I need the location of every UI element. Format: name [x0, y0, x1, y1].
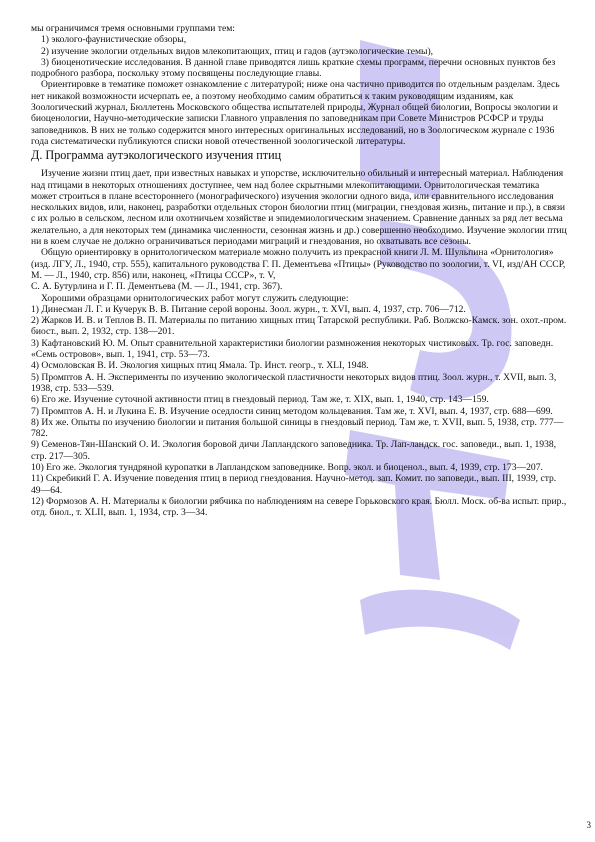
- reference-item: 11) Скребикий Г. А. Изучение поведения птиц в период гнездования. Научно-метод. зап. Комит. по заповеди., вып. III, 1939, стр. 49—64.: [31, 473, 557, 496]
- page-number: 3: [586, 820, 591, 830]
- reference-item: 4) Осмоловская В. И. Экология хищных птиц Ямала. Тр. Инст. геогр., т. XLI, 1948.: [31, 360, 369, 372]
- section-title: Д. Программа аутэкологического изучения птиц: [31, 148, 282, 163]
- references-lead: Хорошими образцами орнитологических работ могут служить следующие:: [41, 292, 349, 304]
- document-page: [31, 23, 567, 518]
- reference-item: 8) Их же. Опыты по изучению биологии и питания большой синицы в гнездовый период. Там же, т. XVII, вып. 5, 1938, стр. 777— 782.: [31, 416, 564, 440]
- reference-item: 5) Промптов А. Н. Эксперименты по изучению экологической пластичности некоторых видов птиц. Зоол. журн., т. XVII, вып. 3, 1938, стр. 533—539.: [31, 371, 557, 394]
- reference-item: 10) Его же. Экология тундряной куропатки в Лапландском заповеднике. Вопр. экол. и биоценол., вып. 4, 1939, стр. 173—207.: [31, 461, 543, 473]
- section-paragraph: Общую ориентировку в орнитологическом материале можно получить из прекрасной книги Л. М. Шульпина «Орнитология» (изд. ЛГУ, Л., 1940, стр. 555), капитального руководства Г. П. Дементьева «Птицы» (Руководство по зоологии, т. VI, изд/АН СССР, М. — Л., 1940, стр. 856) или, наконец, «Птицы СССР», т. V,: [31, 247, 566, 281]
- reference-item: 2) Жарков И. В. и Теплов В. П. Материалы по питанию хищных птиц Татарской республики. Раб. Волжско-Камск. зон. охот.-пром. биост., вып. 2, 1932, стр. 138—201.: [31, 315, 567, 338]
- intro-item: 1) эколого-фаунистические обзоры,: [41, 34, 187, 46]
- reference-item: 3) Кафтановский Ю. М. Опыт сравнительной характеристики биологии размножения некоторых чистиковых. Тр. гос. заповедн. «Семь островов», вып. 1, 1941, стр. 53—73.: [31, 337, 554, 361]
- intro-lead: мы ограничимся тремя основными группами тем:: [31, 23, 235, 34]
- section-paragraph: Изучение жизни птиц дает, при известных навыках и упорстве, исключительно обильный и интересный материал. Наблюдения над птицами в некоторых отношениях доступнее, чем над более скрытными млекопитающими. Орнитологическая тематика может строиться в плане всестороннего (монографического) изучения экологии одного вида, или сравнительного исследования нескольких видов, или, наконец, разработки отдельных сторон биологии птиц (миграции, гнездовая жизнь, питание и пр.), в связи с их ролью в сельском, лесном или охотничьем хозяйстве и эпидемиологическим значением. Сравнение данных за ряд лет весьма желательно, а для некоторых тем (динамика численности, сезонная жизнь и др.) совершенно необходимо. Изучение экологии птиц ни в коем случае не должно ограничиваться периодами миграций и гнездования, но охватывать все сезоны.: [31, 168, 567, 248]
- reference-item: 1) Динесман Л. Г. и Кучерук В. В. Питание серой вороны. Зоол. журн., т. XVI, вып. 4, 1937, стр. 706—712.: [31, 303, 466, 315]
- section-paragraph-continued: С. А. Бутурлина и Г. П. Дементьева (М. — Л., 1941, стр. 367).: [31, 281, 283, 293]
- reference-item: 12) Формозов А. Н. Материалы к биологии рябчика по наблюдениям на севере Горьковского края. Бюлл. Моск. об-ва испыт. прир., отд. биол., т. XLII, вып. 1, 1934, стр. 3—34.: [31, 495, 567, 519]
- intro-paragraph: Ориентировке в тематике поможет ознакомление с литературой; ниже она частично приводится по отдельным разделам. Здесь нет никакой возможности исчерпать ее, а поэтому необходимо самим обратиться к таким руководящим изданиям, как Зоологический журнал, Бюллетень Московского общества испытателей природы, Журнал общей биологии, Вопросы экологии и биоценологии, Научно-методические записки Главного управления по заповедникам при Совете Министров РСФСР и труды заповедников. В них не только содержится много интересных оригинальных исследований, но в Зоологическом журнале с 1936 года систематически публикуются списки новой отечественной зоологической литературы.: [31, 79, 560, 147]
- reference-item: 6) Его же. Изучение суточной активности птиц в гнездовый период. Там же, т. XIX, вып. 1, 1940, стр. 143—159.: [31, 394, 489, 406]
- intro-item: 2) изучение экологии отдельных видов млекопитающих, птиц и гадов (аутэкологические темы),: [41, 45, 434, 57]
- intro-item: 3) биоценотические исследования. В данной главе приводятся лишь краткие схемы программ, перечни основных пунктов без подробного разбора, поскольку этому посвящены последующие главы.: [31, 56, 556, 80]
- reference-item: 9) Семенов-Тян-Шанский О. И. Экология боровой дичи Лапландского заповедника. Тр. Лап-ландск. гос. заповеди., вып. 1, 1938, стр. 217—305.: [31, 439, 557, 462]
- reference-item: 7) Промптов А. Н. и Лукина Е. В. Изучение оседлости синиц методом кольцевания. Там же, т. XVI, вып. 4, 1937, стр. 688—699.: [31, 405, 553, 417]
- reference-list: [31, 304, 567, 519]
